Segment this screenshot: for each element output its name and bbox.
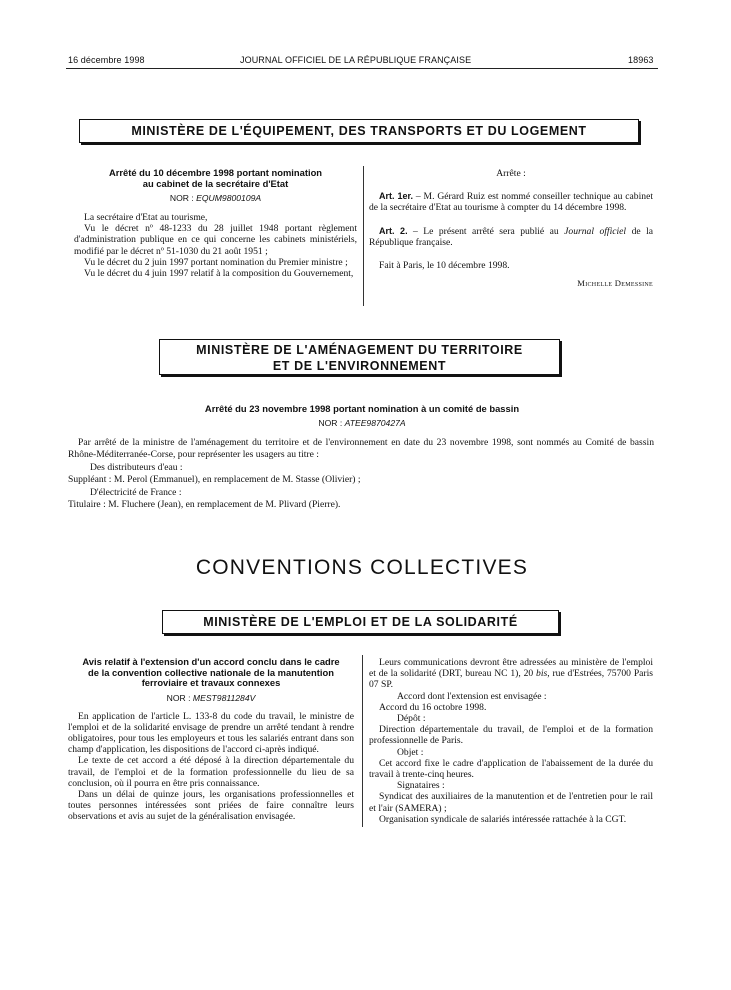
avis-line: Dépôt : (397, 713, 426, 725)
arrete-1-left-column (74, 168, 357, 279)
avis-left-column (68, 657, 354, 823)
avis-nor (68, 692, 354, 704)
visa-paragraph: Vu le décret du 4 juin 1997 relatif à la composition du Gouvernement, (84, 268, 354, 280)
arrete-1-title (74, 168, 357, 189)
arrete-1-arrete-label: Arrête : (496, 168, 526, 179)
ministry-title-emploi: MINISTÈRE DE L'EMPLOI ET DE LA SOLIDARITÉ (203, 615, 518, 629)
arrete-1-fait: Fait à Paris, le 10 décembre 1998. (379, 260, 510, 272)
arrete-2-nor (66, 417, 658, 429)
avis-line: Signataires : (397, 780, 445, 792)
arrete-1-article-2 (369, 226, 653, 248)
visa-paragraph: Vu le décret du 2 juin 1997 portant nomination du Premier ministre ; (84, 256, 348, 268)
arrete-2-line: D'électricité de France : (90, 486, 182, 498)
avis-title-line: ferroviaire et travaux connexes (141, 677, 281, 688)
avis-right-column (369, 657, 653, 825)
ministry-box-emploi (162, 610, 559, 634)
avis-paragraph: En application de l'article L. 133-8 du code du travail, le ministre de l'emploi et de la solidarité envisage de prendre un arrêté tendant à rendre obligatoires, pour tous les employeurs et tous les salariés entrant dans son champ d'application, les dispositions de l'accord ci-après indiqué. (68, 710, 354, 756)
article-text: – M. Gérard Ruiz est nommé conseiller technique au cabinet de la secrétaire d'Etat au tourisme à compter du 14 décembre 1998. (369, 191, 653, 214)
avis-line: Syndicat des auxiliaires de la manutention et de l'entretien pour le rail et l'air (SAMERA) ; (369, 791, 653, 814)
avis-line: Accord dont l'extension est envisagée : (397, 690, 547, 702)
arrete-1-nor (74, 192, 357, 204)
header-rule (66, 68, 658, 69)
arrete-2-intro: Par arrêté de la ministre de l'aménagement du territoire et de l'environnement en date du 23 novembre 1998, sont nommés au Comité de bassin Rhône-Méditerranée-Corse, pour représenter les usagers au titre : (68, 437, 654, 461)
avis-text: Leurs communications devront être adressées au ministère de l'emploi et de la solidarité (DRT, bureau NC 1), 20 (369, 657, 653, 680)
arrete-2-title: Arrêté du 23 novembre 1998 portant nomination à un comité de bassin (204, 403, 520, 414)
article-text-italic: Journal officiel (564, 225, 627, 237)
avis-text-italic: bis (536, 668, 548, 680)
avis-title (68, 657, 354, 689)
arrete-2-line: Titulaire : M. Fluchere (Jean), en remplacement de M. Plivard (Pierre). (68, 499, 341, 511)
conventions-collectives-heading: CONVENTIONS COLLECTIVES (195, 556, 529, 579)
nor-code: ATEE9870427A (344, 418, 406, 428)
article-label: Art. 2. (379, 225, 408, 236)
arrete-1-signature: Michelle Demessine (577, 278, 653, 289)
nor-label: NOR : (166, 692, 191, 703)
avis-line: Direction départementale du travail, de l'emploi et de la formation professionnelle de Paris. (369, 724, 653, 747)
nor-code: MEST9811284V (192, 692, 256, 703)
column-divider (363, 166, 364, 306)
arrete-1-title-line: Arrêté du 10 décembre 1998 portant nomination (108, 167, 323, 178)
column-divider (362, 655, 363, 827)
article-text: – Le présent arrêté sera publié au (407, 225, 565, 237)
nor-code: EQUM9800109A (196, 193, 262, 203)
avis-paragraph: Le texte de cet accord a été déposé à la direction départementale du travail, de l'emploi et de la formation professionnelle du lieu de sa conclusion, où il pourra en être pris connaissance. (68, 755, 354, 789)
avis-line: Organisation syndicale de salariés intéressée rattachée à la CGT. (379, 813, 627, 825)
ministry-box-equipement (79, 119, 639, 143)
arrete-2-line: Des distributeurs d'eau : (90, 461, 183, 473)
avis-left-body (68, 711, 354, 823)
nor-label: NOR : (318, 418, 343, 428)
nor-label: NOR : (169, 193, 194, 203)
article-label: Art. 1er. (379, 191, 413, 202)
ministry-box-amenagement (159, 339, 560, 375)
arrete-1-visas (74, 212, 357, 279)
ministry-title-equipement: MINISTÈRE DE L'ÉQUIPEMENT, DES TRANSPORTS ET DU LOGEMENT (131, 124, 587, 138)
header-page-number: 18963 (628, 55, 654, 65)
arrete-2-body (68, 437, 654, 511)
arrete-1-article-1 (369, 191, 653, 213)
avis-communications (369, 657, 653, 691)
avis-line: Accord du 16 octobre 1998. (379, 701, 487, 713)
ministry-title-line: MINISTÈRE DE L'AMÉNAGEMENT DU TERRITOIRE (196, 343, 523, 357)
arrete-1-title-line: au cabinet de la secrétaire d'Etat (142, 177, 289, 189)
visa-paragraph: La secrétaire d'Etat au tourisme, (84, 212, 208, 223)
avis-line: Objet : (397, 746, 424, 758)
article-text: de la République française. (369, 225, 653, 248)
avis-line: Cet accord fixe le cadre d'application de l'abaissement de la durée du travail à trente-cinq heures. (369, 757, 653, 781)
avis-text: , rue d'Estrées, 75700 Paris 07 SP. (369, 668, 654, 691)
arrete-2-line: Suppléant : M. Perol (Emmanuel), en remplacement de M. Stasse (Olivier) ; (68, 474, 361, 486)
visa-paragraph: Vu le décret nº 48-1233 du 28 juillet 1948 portant règlement d'administration publique en ce qui concerne les cabinets ministériels, modifié par le décret nº 51-1030 du 21 août 1951 ; (74, 223, 357, 257)
avis-paragraph: Dans un délai de quinze jours, les organisations professionnelles et toutes personnes intéressées sont priées de faire connaître leurs observations et avis au sujet de la généralisation envisagée. (68, 788, 354, 823)
avis-title-line: Avis relatif à l'extension d'un accord conclu dans le cadre (82, 656, 340, 667)
header-date: 16 décembre 1998 (68, 55, 145, 65)
header-journal-title: JOURNAL OFFICIEL DE LA RÉPUBLIQUE FRANÇAISE (240, 55, 472, 65)
avis-title-line: de la convention collective nationale de la manutention (88, 666, 334, 678)
ministry-title-line: ET DE L'ENVIRONNEMENT (272, 359, 447, 373)
arrete-1-right-column (369, 168, 653, 289)
